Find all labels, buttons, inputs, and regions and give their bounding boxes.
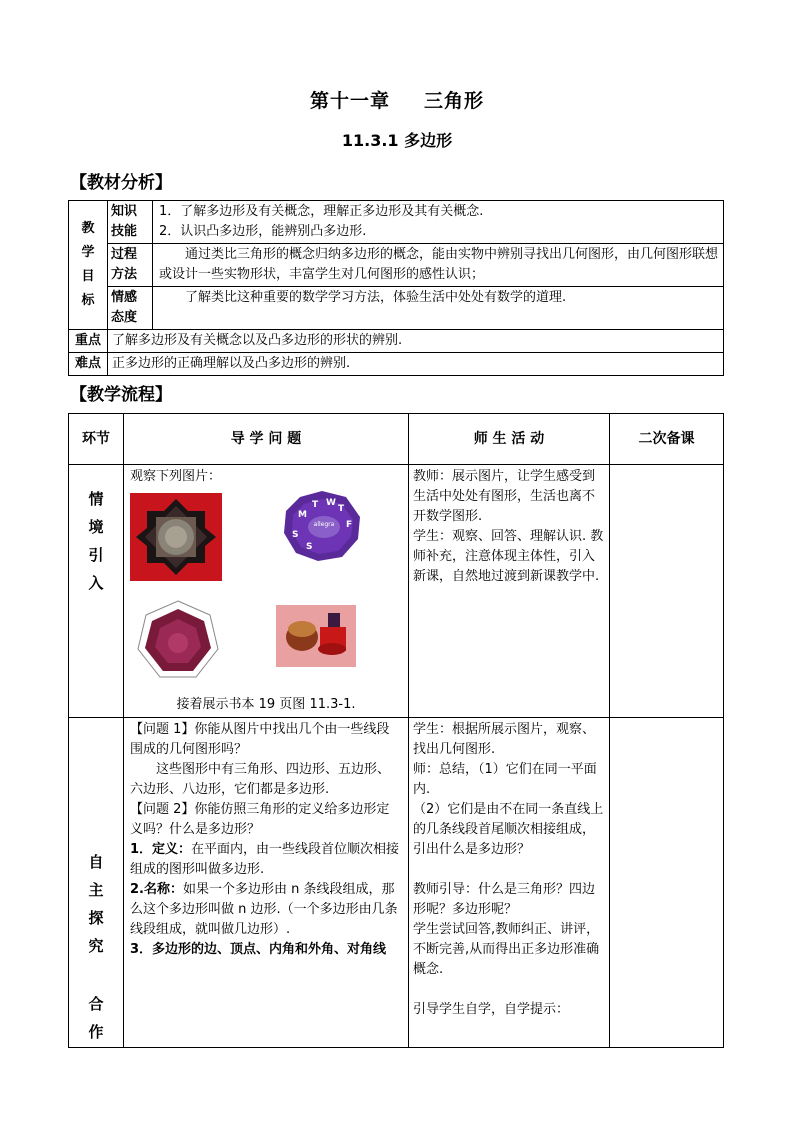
definition-1 bbox=[130, 840, 402, 880]
definition-1-label: 1．定义： bbox=[130, 842, 192, 857]
goal-char: 标 bbox=[81, 293, 95, 308]
activity-line: 教师引导：什么是三角形？四边形呢？多边形呢？ bbox=[413, 882, 596, 917]
key-text: 了解多边形及有关概念以及凸多边形的形状的辨别. bbox=[108, 330, 724, 353]
activity-spacer bbox=[413, 980, 605, 1000]
definition-2-text: 如果一个多边形由 n 条线段组成，那么这个多边形叫做 n 边形.（一个多边形由几条线段组成，就叫做几边形）. bbox=[130, 882, 398, 937]
sub-emotion: 情感态度 bbox=[108, 287, 153, 330]
process-table bbox=[68, 413, 724, 1048]
stage-char: 探 bbox=[88, 909, 104, 927]
pill-letter: W bbox=[326, 498, 336, 508]
goal-char: 目 bbox=[81, 269, 95, 284]
sub-knowledge: 知识技能 bbox=[108, 201, 153, 244]
pill-letter: T bbox=[338, 504, 345, 514]
analysis-table bbox=[68, 200, 724, 376]
analysis-heading: 【教材分析】 bbox=[70, 173, 172, 193]
intro-guide bbox=[124, 465, 409, 718]
stage-char: 自 bbox=[88, 853, 104, 871]
knowledge-line: 1．了解多边形及有关概念，理解正多边形及其有关概念. bbox=[159, 204, 484, 219]
answer-1: 这些图形中有三角形、四边形、五边形、六边形、八边形，它们都是多边形. bbox=[130, 762, 391, 797]
stage-char: 引 bbox=[88, 546, 104, 564]
stage-char: 作 bbox=[88, 1023, 104, 1041]
stage-intro bbox=[69, 465, 124, 718]
header-activity: 师 生 活 动 bbox=[409, 414, 610, 465]
heptagon-pattern-image bbox=[134, 599, 222, 683]
pill-brand-text: allegra bbox=[313, 521, 335, 528]
observe-text: 观察下列图片： bbox=[130, 469, 222, 484]
pill-letter: S bbox=[292, 530, 299, 540]
key-label: 重点 bbox=[69, 330, 108, 353]
stage-explore bbox=[69, 718, 124, 1048]
stage-char: 境 bbox=[88, 518, 104, 536]
jewelry-boxes-image bbox=[276, 605, 356, 667]
knowledge-text bbox=[153, 201, 724, 244]
process-heading: 【教学流程】 bbox=[70, 385, 172, 405]
pill-box-image bbox=[278, 487, 366, 565]
chapter-title bbox=[0, 86, 794, 113]
stage-char: 主 bbox=[88, 881, 104, 899]
definition-1-text: 在平面内，由一些线段首位顺次相接组成的图形叫做多边形. bbox=[130, 842, 400, 877]
octagram-frame-image bbox=[130, 493, 222, 581]
pill-letter: S bbox=[306, 542, 313, 552]
caption-text: 接着展示书本 19 页图 11.3-1. bbox=[176, 697, 356, 712]
difficulty-label: 难点 bbox=[69, 353, 108, 376]
process-text: 通过类比三角形的概念归纳多边形的概念，能由实物中辨别寻找出几何图形，由几何图形联想或设计一些实物形状，丰富学生对几何图形的感性认识； bbox=[153, 244, 724, 287]
sub-process: 过程方法 bbox=[108, 244, 153, 287]
pill-letter: T bbox=[312, 500, 319, 510]
section-title: 11.3.1 多边形 bbox=[341, 131, 453, 150]
explore-prep bbox=[610, 718, 724, 1048]
chapter-name: 三角形 bbox=[424, 90, 485, 112]
knowledge-line: 2．认识凸多边形，能辨别凸多边形. bbox=[159, 224, 367, 239]
goal-char: 学 bbox=[81, 245, 95, 260]
pill-letter: M bbox=[298, 510, 307, 520]
stage-char: 情 bbox=[88, 490, 104, 508]
goal-char: 教 bbox=[81, 221, 95, 236]
activity-line: 引导学生自学，自学提示： bbox=[413, 1002, 570, 1017]
definition-2 bbox=[130, 880, 402, 940]
emotion-text: 了解类比这种重要的数学学习方法，体验生活中处处有数学的道理. bbox=[153, 287, 724, 330]
question-2: 【问题 2】你能仿照三角形的定义给多边形定义吗？什么是多边形？ bbox=[130, 802, 390, 837]
intro-prep bbox=[610, 465, 724, 718]
stage-char: 合 bbox=[88, 995, 104, 1013]
activity-line: 教师：展示图片，让学生感受到生活中处处有图形，生活也离不开数学图形. bbox=[413, 469, 596, 524]
goal-label bbox=[69, 201, 108, 330]
definition-3: 3．多边形的边、顶点、内角和外角、对角线 bbox=[130, 942, 387, 957]
pill-letter: F bbox=[346, 520, 353, 530]
header-guide: 导 学 问 题 bbox=[124, 414, 409, 465]
explore-guide bbox=[124, 718, 409, 1048]
stage-char: 入 bbox=[88, 574, 104, 592]
definition-2-label: 2.名称： bbox=[130, 882, 183, 897]
chapter-number: 第十一章 bbox=[309, 90, 390, 112]
explore-activity bbox=[409, 718, 610, 1048]
question-1: 【问题 1】你能从图片中找出几个由一些线段围成的几何图形吗？ bbox=[130, 722, 390, 757]
activity-line: （2）它们是由不在同一条直线上的几条线段首尾顺次相接组成，引出什么是多边形？ bbox=[413, 802, 604, 857]
activity-spacer bbox=[413, 860, 605, 880]
header-prep: 二次备课 bbox=[610, 414, 724, 465]
header-stage: 环节 bbox=[69, 414, 124, 465]
stage-char: 究 bbox=[88, 937, 104, 955]
difficulty-text: 正多边形的正确理解以及凸多边形的辨别. bbox=[108, 353, 724, 376]
activity-line: 学生尝试回答,教师纠正、讲评，不断完善,从而得出正多边形准确概念. bbox=[413, 922, 600, 977]
activity-line: 学生：根据所展示图片，观察、找出几何图形. bbox=[413, 722, 596, 757]
activity-line: 学生：观察、回答、理解认识. 教师补充，注意体现主体性，引入新课，自然地过渡到新课教学中. bbox=[413, 529, 604, 584]
intro-activity bbox=[409, 465, 610, 718]
activity-line: 师：总结，（1）它们在同一平面内. bbox=[413, 762, 597, 797]
